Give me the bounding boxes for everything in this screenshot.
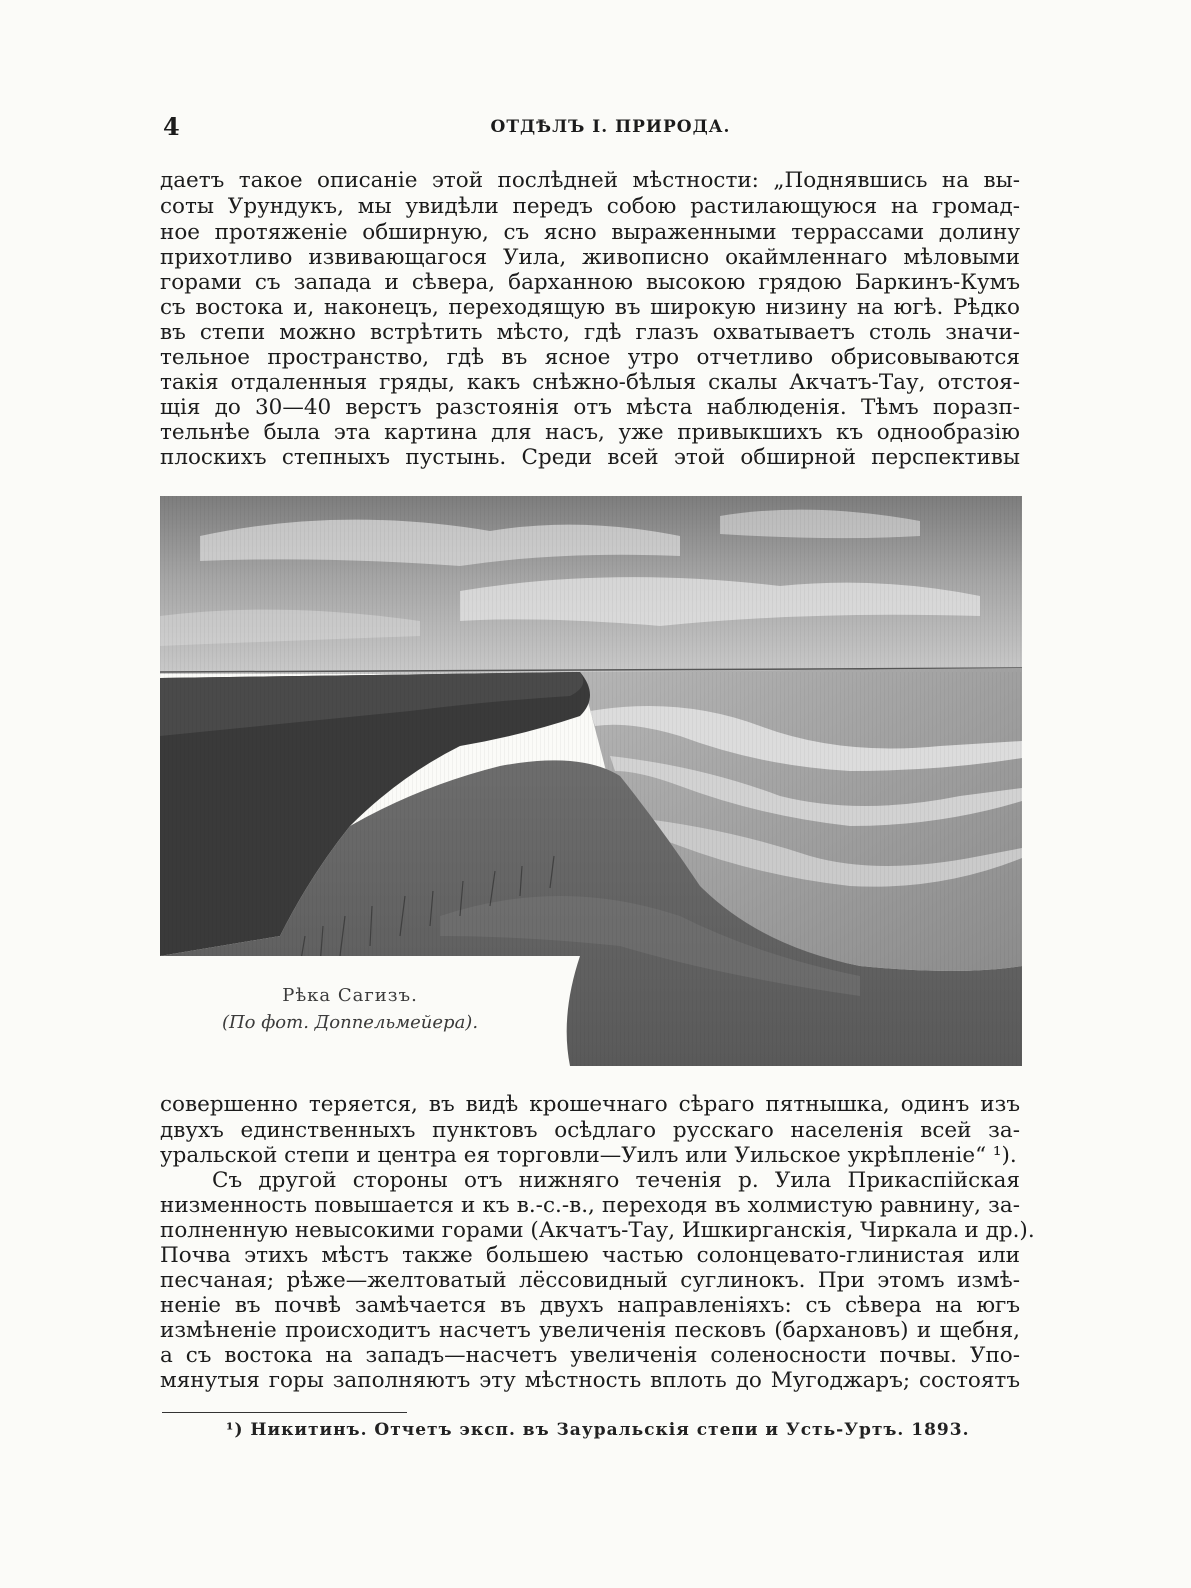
running-head: ОТДѢЛЪ I. ПРИРОДА. [490, 117, 731, 137]
text-line: песчаная; рѣже—желтоватый лёссовидный суглинокъ. При этомъ измѣ- [160, 1268, 1020, 1293]
figure-caption-title: Рѣка Сагизъ. [282, 985, 418, 1006]
river-photograph [160, 496, 1022, 1066]
text-line: щія до 30—40 верстъ разстоянія отъ мѣста наблюденія. Тѣмъ поразп- [160, 395, 1020, 420]
river-illustration [160, 496, 1022, 1066]
text-line: такія отдаленныя гряды, какъ снѣжно-бѣлыя скалы Акчатъ-Тау, отстоя- [160, 370, 1020, 395]
text-line: а съ востока на западъ—насчетъ увеличенія соленосности почвы. Упо- [160, 1343, 1020, 1368]
text-line: прихотливо извивающагося Уила, живописно окаймленнаго мѣловыми [160, 245, 1020, 270]
text-line: уральской степи и центра ея торговли—Уилъ или Уильское укрѣпленіе“ ¹). [160, 1143, 1017, 1168]
text-line: съ востока и, наконецъ, переходящую въ широкую низину на югѣ. Рѣдко [160, 295, 1020, 320]
text-line: тельнѣе была эта картина для насъ, уже привыкшихъ къ однообразію [160, 420, 1020, 445]
figure-caption-credit: (По фот. Доппельмейера). [221, 1012, 479, 1033]
text-line: неніе въ почвѣ замѣчается въ двухъ направленіяхъ: съ сѣвера на югъ [160, 1293, 1020, 1318]
text-line: измѣненіе происходитъ насчетъ увеличенія песковъ (бархановъ) и щебня, [160, 1318, 1020, 1343]
text-line: ное протяженіе обширную, съ ясно выраженными террассами долину [160, 220, 1020, 245]
text-line: горами съ запада и сѣвера, барханною высокою грядою Баркинъ-Кумъ [160, 270, 1020, 295]
text-line: мянутыя горы заполняютъ эту мѣстность вплоть до Мугоджаръ; состоятъ [160, 1368, 1020, 1393]
text-line: двухъ единственныхъ пунктовъ осѣдлаго русскаго населенія всей за- [160, 1118, 1020, 1143]
text-line: въ степи можно встрѣтить мѣсто, гдѣ глазъ охватываетъ столь значи- [160, 320, 1020, 345]
text-line: тельное пространство, гдѣ въ ясное утро отчетливо обрисовываются [160, 345, 1020, 370]
text-line: Почва этихъ мѣстъ также большею частью солонцевато-глинистая или [160, 1243, 1020, 1268]
text-line: низменность повышается и къ в.-с.-в., переходя въ холмистую равнину, за- [160, 1193, 1020, 1218]
text-line: плоскихъ степныхъ пустынь. Среди всей этой обширной перспективы [160, 445, 1020, 470]
text-line: полненную невысокими горами (Акчатъ-Тау, Ишкирганскія, Чиркала и др.). [160, 1218, 1035, 1243]
text-line: даетъ такое описаніе этой послѣдней мѣстности: „Поднявшись на вы- [160, 168, 1020, 193]
footnote-rule [162, 1412, 407, 1413]
text-line: соты Урундукъ, мы увидѣли передъ собою растилающуюся на громад- [160, 194, 1020, 219]
text-line: Съ другой стороны отъ нижняго теченія р. Уила Прикаспійская [212, 1168, 1020, 1193]
text-line: совершенно теряется, въ видѣ крошечнаго сѣраго пятнышка, одинъ изъ [160, 1092, 1020, 1117]
page-number: 4 [163, 112, 180, 141]
footnote: ¹) Никитинъ. Отчетъ эксп. въ Зауральскія степи и Усть-Уртъ. 1893. [226, 1420, 970, 1440]
